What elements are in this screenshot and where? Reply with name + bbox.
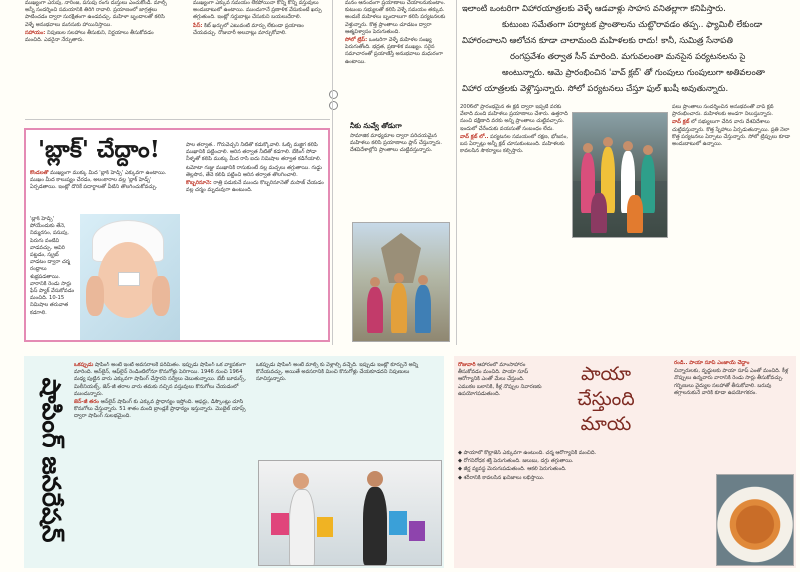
shopping-label: ఒకప్పుడు — [74, 362, 94, 368]
black-heads-col1-b — [30, 216, 76, 340]
top-left-col1 — [25, 0, 167, 118]
shopping-text: షాపింగ్ అంటే ఇంటి అవసరాలకే పరిమితం. ఇప్పుడు షాపింగ్ ఒక వ్యాపకంగా మారింది. ఆన్‌లైన్, ఆఫ్‌లైన్ రెండింటిలోనూ కొనుగోళ్లు పెరిగాయి. 1946 నుంచి 1964 మధ్య పుట్టిన వారు ఎక్కువగా షాపింగ్ చేస్తారని సర్వేలు చెబుతున్నాయి. బేబీ బూమర్స్, మిలీనియల్స్, జెన్-జీ తరాల వారు తమకు నచ్చిన వస్తువులు కొనుగోలు చేయడంలో ముందున్నారు. — [74, 362, 247, 397]
paya-col2 — [674, 360, 792, 484]
face-mask-photo — [80, 214, 180, 340]
paya-soup-photo — [716, 474, 794, 566]
black-heads-col2-label: కొబ్బరినూనె: — [186, 180, 212, 187]
top-left-col2 — [193, 0, 325, 118]
headline-line-4: రంగప్రవేశం తర్వాత సీన్ మారింది. మగువలంతా మనసైన పర్యటనలను సై — [510, 51, 746, 61]
paya-title — [548, 362, 664, 437]
mid-column-text: మనం ఆనందంగా ప్రయాణాలు చేయాలనుకుంటాం. కుటుంబ సభ్యులతో కలిసి వెళ్ళే సమయం తక్కువ. అందుకే మహిళలు బృందాలుగా కలిసి పర్యటనలకు వెళ్తున్నారు. కొత్త ప్రాంతాలు చూడటం ద్వారా ఆత్మవిశ్వాసం పెరుగుతుంది. — [345, 0, 446, 35]
paya-intro-text: ఆహారంలో మాంసాహారం తీసుకోవడం మంచిది. పాయా సూప్ ఆరోగ్యానికి ఎంతో మేలు చేస్తుంది. ఎముకల బలానికి, కీళ్ల నొప్పుల నివారణకు ఉపయోగపడుతుంది. — [458, 362, 542, 397]
headline-line-1: ఇలాంటి ఒంటరిగా విహారయాత్రలకు వెళ్ళే ఆడవాళ్లు సాహస వనితల్లాగా కనిపిస్తారు. — [462, 3, 726, 13]
paya-label: రోజువారీ — [458, 362, 476, 368]
right-article-col1-label: వావ్ క్లబ్ లో.. — [460, 133, 489, 140]
paya-title-line-3: మాయ — [580, 413, 632, 435]
top-left-col2-text-b: కిట్ ఖర్చులో ఎటువంటి మార్పు లేకుండా ప్రయాణం చేయవచ్చు. రోజువారీ అలవాట్లు మార్చుకోవాలి. — [193, 22, 304, 36]
shopping-women-photo — [258, 460, 442, 566]
black-heads-col2-text-c: రాత్రి పడుకునే ముందు కొబ్బరినూనెతో మసాజ్ చేయడం వల్ల చర్మం మృదువుగా ఉంటుంది. — [186, 180, 324, 194]
top-left-col2-text: ముఖ్యంగా ఎక్కువ సమయం లేకపోయినా కొన్ని కొన్ని వస్తువులు అందుబాటులో ఉంటాయి. ముందుగానే ప్రణాళిక వేసుకుంటే ఖర్చు తగ్గుతుంది. ఇంట్లో సర్దుబాట్లు చేసుకుని బయలుదేరాలి. — [193, 0, 322, 21]
black-heads-title: 'బ్లాక్' చేద్దాం! — [38, 136, 160, 163]
top-left-col1-text: ముఖ్యంగా ఎరుపు, నారింజ, పసుపు రంగు దుస్తులు ఎంచుకోండి. మాల్స్ అన్నీ సందర్శించి సమయానికి తిరిగి రావాలి. ప్రయాణంలో జాగ్రత్తలు పాటించడం ద్వారా సురక్షితంగా ఉండవచ్చు. మహిళా బృందాలతో కలిసి వెళ్ళే అనుభవాలు మనసుకు హాయినిస్తాయి. — [25, 0, 167, 28]
paya-title-line-1: పాయా — [580, 363, 632, 385]
right-article-col1-text-b: పర్యటనల సమయంలో రక్షణ, భోజనం, బస ఏర్పాట్లు అన్నీ క్లబ్ చూసుకుంటుంది. మహిళలకు కావలసిన సౌకర్యాలు కల్పిస్తారు. — [460, 133, 568, 155]
paya-bullet: ◆ పాయాలో కొల్లాజెన్ ఎక్కువగా ఉంటుంది. చర్మ ఆరోగ్యానికి మంచిది. — [458, 450, 597, 456]
shopping-col2 — [256, 362, 440, 454]
paya-title-line-2: చేస్తుంది — [577, 388, 635, 410]
right-article-col1-text: 2006లో ప్రారంభమైన ఈ క్లబ్ ద్వారా ఇప్పటి వరకు వేలాది మంది మహిళలు ప్రయాణాలు చేశారు. ఉత్తరాది నుంచి దక్షిణాది వరకు అన్ని ప్రాంతాలు చుట్టివచ్చారు. ఇందులో చేరేందుకు వయసుతో సంబంధం లేదు. — [460, 104, 568, 132]
travel-headline — [462, 0, 800, 100]
shopping-label-2: జెన్-జీ తరం — [74, 399, 99, 406]
paya-bullet: ◆ రోగనిరోధక శక్తి పెరుగుతుంది. జలుబు, దగ్గు తగ్గుతాయి. — [458, 458, 574, 465]
right-article-col2-label: వావ్ క్లబ్ — [672, 119, 690, 126]
mid-column-top — [345, 0, 455, 118]
mid-column-sub-text: సామాజిక మాధ్యమాల ద్వారా పరిచయమైన మహిళలు కలిసి ప్రయాణాలు ప్లాన్ చేస్తున్నారు. దేశవిదేశాల్లోని ప్రాంతాలు చుట్టివస్తున్నారు. — [350, 133, 443, 154]
black-heads-col2 — [186, 142, 326, 338]
column-divider-dots — [328, 88, 338, 112]
temple-group-photo — [352, 222, 450, 342]
right-article-col1 — [460, 104, 568, 342]
black-heads-col1 — [30, 170, 170, 215]
black-heads-lead: ముఖ్యంగా ముక్కు మీద 'బ్లాక్ హెడ్స్' ఎక్కువగా ఉంటాయి. ముఖం మీద కాలుష్యం చేరడం, అలంకారాల వల్ల 'బ్లాక్ హెడ్స్' ఏర్పడతాయి. ఇంట్లో దొరికే పదార్థాలతో వీటిని తొలగించుకోవచ్చు. — [30, 170, 167, 191]
shopping-text-2: ఆన్‌లైన్ షాపింగ్ కు ఎక్కువ ప్రాధాన్యం ఇస్తోంది. ఆఫర్లు, డిస్కౌంట్లు చూసి కొనుగోలు చేస్తున్నారు. 51 శాతం మంది బ్రాండ్లకే ప్రాధాన్యం ఇస్తున్నారు. మొబైల్ యాప్స్ ద్వారా షాపింగ్ సులభమైంది. — [74, 399, 246, 420]
paya-intro — [458, 362, 542, 442]
right-article-col2-text: పలు ప్రాంతాలు సందర్శించిన అనుభవంతో వావ్ క్లబ్ ప్రారంభించారు. మహిళలకు అండగా నిలుస్తున్నారు. — [672, 104, 774, 118]
mid-column-sub — [350, 133, 450, 221]
mid-column-text-b: ఒంటరిగా వెళ్ళే మహిళల సంఖ్య పెరుగుతోంది. భద్రత, ప్రణాళిక ముఖ్యం. సరైన సమాచారంతో ప్రయాణిస్తే అనుభవాలు మధురంగా ఉంటాయి. — [345, 37, 444, 65]
women-group-photo — [572, 112, 668, 238]
paya-maya-section — [454, 356, 796, 568]
paya-bullet: ◆ జీర్ణ వ్యవస్థ మెరుగుపడుతుంది. ఆకలి పెరుగుతుంది. — [458, 466, 567, 473]
headline-line-3: విహారంచాలని ఆలోచన కూడా చాలామంది మహిళలకు రాదు! కానీ, సుమిత్ర సేనాపతి — [462, 35, 733, 45]
paya-col2-text: చిన్నారులకు, వృద్ధులకు పాయా సూప్ ఎంతో మంచిది. కీళ్ల నొప్పులు ఉన్నవారు వారానికి రెండు సార్లు తీసుకోవచ్చు. గర్భిణులు వైద్యుల సలహాతో తీసుకోవాలి. బరువు తగ్గాలనుకునే వారికి కూడా ఉపయోగకరం. — [674, 368, 789, 396]
shopping-text-3: ఒకప్పుడు షాపింగ్ అంటే మాల్స్ కు వెళ్లాల్సి వచ్చేది. ఇప్పుడు ఇంట్లో కూర్చునే అన్నీ కొనేయవచ్చు. అయితే అవసరానికి మించి కొనుగోళ్లు చేయకూడదని నిపుణులు సూచిస్తున్నారు. — [256, 362, 419, 383]
headline-line-5: అంటున్నారు. ఆమె ప్రారంభించిన 'వావ్ క్లబ్' తో గుంపులు గుంపులుగా అతివలంతా — [502, 67, 765, 77]
black-heads-col2-text-b: టమోటా గుజ్జు ముఖానికి రాసుకుంటే నల్ల మచ్చలు తగ్గుతాయి. గుడ్డు తెల్లసొన, తేనె కలిపి పట్టించి ఆరిన తర్వాత తొలగించాలి. — [186, 164, 322, 178]
paya-bullet: ◆ శరీరానికి కావలసిన ఖనిజాలు లభిస్తాయి. — [458, 474, 545, 481]
right-article-col2-text-b: లో సభ్యులుగా చేరిన వారు దేశవిదేశాలు చుట్టివస్తున్నారు. కొత్త స్నేహాలు ఏర్పడుతున్నాయి. ప్రతి నెలా కొత్త పర్యటనలు ఏర్పాటు చేస్తున్నారు. సోలో ట్రిప్పులు కూడా అందుబాటులో ఉన్నాయి. — [672, 119, 791, 148]
black-heads-article — [24, 128, 330, 342]
shopping-generation-section — [24, 356, 444, 568]
right-article-col2 — [672, 104, 796, 342]
headline-line-2: కుటుంబ సమేతంగా పర్యాటక ప్రాంతాలను చుట్టొరావడం తప్ప.. ఫ్యామిలీ లేకుండా — [502, 19, 763, 29]
headline-line-6: విహార యాత్రలకు వెళ్లొస్తున్నారు. సోలో పర్యటనలు చేస్తూ ఫుల్ ఖుషీ అవుతున్నారు. — [462, 83, 729, 93]
black-heads-lead-label: కొండలతో — [30, 170, 49, 176]
top-left-col1-text-b: నిపుణుల సలహాలు తీసుకుని, నిర్ణయాలు తీసుకోవడం మంచిది. ఎవరైనా నేర్పుతారు. — [25, 29, 154, 44]
black-heads-body: 'బ్లాక్ హెడ్స్' పోయేందుకు తేనె, నిమ్మరసం, పసుపు, పెరుగు వంటివి వాడవచ్చు. ఆవిరి పట్టడం, స్క్రబ్ వాడటం ద్వారా చర్మ రంధ్రాలు శుభ్రపడతాయి. వారానికి రెండు సార్లు ఫేస్ ప్యాక్ వేసుకోవడం మంచిది. 10-15 నిమిషాల తరువాత కడగాలి. — [30, 216, 75, 316]
mid-column-subhead: నీకు నువ్వే తోడుగా — [350, 122, 402, 130]
paya-bullets — [458, 450, 668, 564]
shopping-title: షాపింగ్ జనరేషన్ — [37, 377, 66, 543]
shopping-col1 — [74, 362, 250, 562]
top-left-col2-label: పేస్: — [193, 22, 203, 29]
black-heads-col2-text: పాల తర్వాత.. గోరువెచ్చని నీటితో కడుక్కోవాలి. ఓట్స్ మజ్జిగ కలిపి ముఖానికి పట్టించాలి. ఆరిన తర్వాత నీటితో కడగాలి. బేకింగ్ సోడా నీళ్ళతో కలిపి ముక్కు మీద రాసి ఐదు నిమిషాల తర్వాత కడిగేయాలి. — [186, 142, 322, 163]
top-left-col1-label: సహాయం: — [25, 29, 46, 36]
mid-column-label: సోలో ట్రిప్: — [345, 37, 368, 44]
paya-col2-head: రండి.. పాయా సూప్ ఎంజాయ్ చేద్దాం — [674, 360, 750, 366]
